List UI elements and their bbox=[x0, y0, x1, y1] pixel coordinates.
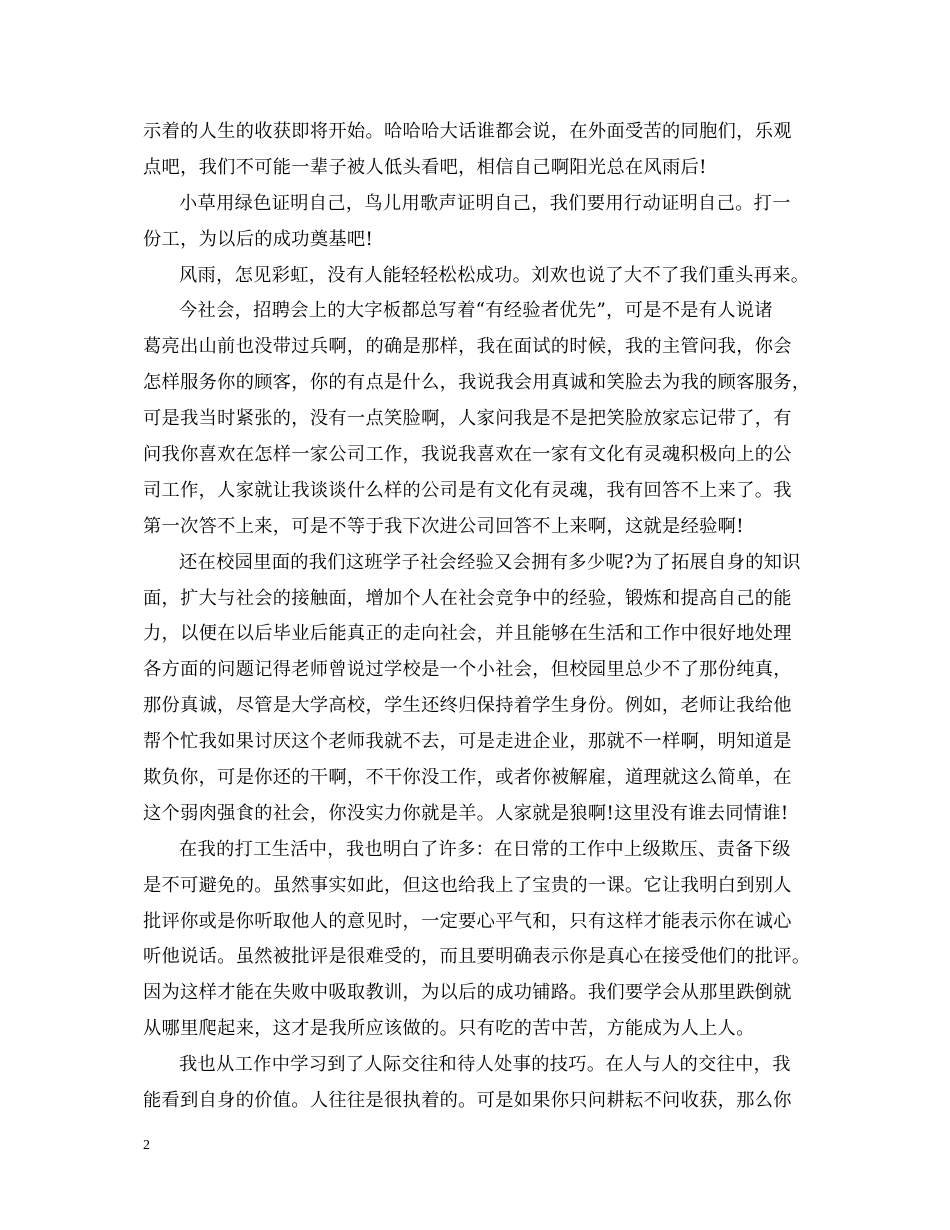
text-line: 因为这样才能在失败中吸取教训，为以后的成功铺路。我们要学会从那里跌倒就 bbox=[143, 982, 792, 1004]
page-number: 2 bbox=[143, 1138, 150, 1153]
text-line: 风雨，怎见彩虹，没有人能轻轻松松成功。刘欢也说了大不了我们重头再来。 bbox=[179, 264, 810, 286]
text-line: 力，以便在以后毕业后能真正的走向社会，并且能够在生活和工作中很好地处理 bbox=[143, 623, 792, 645]
text-line: 那份真诚，尽管是大学高校，学生还终归保持着学生身份。例如，老师让我给他 bbox=[143, 695, 792, 717]
text-line: 我也从工作中学习到了人际交往和待人处事的技巧。在人与人的交往中，我 bbox=[179, 1054, 791, 1076]
text-line: 点吧，我们不可能一辈子被人低头看吧，相信自己啊阳光总在风雨后! bbox=[143, 156, 707, 178]
text-line: 问我你喜欢在怎样一家公司工作，我说我喜欢在一家有文化有灵魂积极向上的公 bbox=[143, 444, 792, 466]
text-line: 示着的人生的收获即将开始。哈哈哈大话谁都会说，在外面受苦的同胞们，乐观 bbox=[143, 121, 792, 142]
text-line: 帮个忙我如果讨厌这个老师我就不去，可是走进企业，那就不一样啊，明知道是 bbox=[143, 731, 792, 753]
text-line: 在我的打工生活中，我也明白了许多：在日常的工作中上级欺压、责备下级 bbox=[179, 838, 791, 860]
text-line: 能看到自身的价值。人往往是很执着的。可是如果你只问耕耘不问收获，那么你 bbox=[143, 1090, 792, 1112]
text-line: 各方面的问题记得老师曾说过学校是一个小社会，但校园里总少不了那份纯真， bbox=[143, 659, 792, 681]
text-line: 批评你或是你听取他人的意见时，一定要心平气和，只有这样才能表示你在诚心 bbox=[143, 910, 792, 932]
text-line: 葛亮出山前也没带过兵啊，的确是那样，我在面试的时候，我的主管问我，你会 bbox=[143, 336, 792, 358]
text-line: 这个弱肉强食的社会，你没实力你就是羊。人家就是狼啊!这里没有谁去同情谁! bbox=[143, 802, 789, 824]
text-line: 欺负你，可是你还的干啊，不干你没工作，或者你被解雇，道理就这么简单，在 bbox=[143, 767, 792, 789]
text-line: 今社会，招聘会上的大字板都总写着“有经验者优先”，可是不是有人说诸 bbox=[179, 300, 773, 322]
text-line: 是不可避免的。虽然事实如此，但这也给我上了宝贵的一课。它让我明白到别人 bbox=[143, 874, 792, 896]
document-body bbox=[143, 114, 823, 1119]
text-line: 从哪里爬起来，这才是我所应该做的。只有吃的苦中苦，方能成为人上人。 bbox=[143, 1018, 755, 1040]
text-line: 小草用绿色证明自己，鸟儿用歌声证明自己，我们要用行动证明自己。打一 bbox=[179, 192, 791, 214]
text-line: 面，扩大与社会的接触面，增加个人在社会竞争中的经验，锻炼和提高自己的能 bbox=[143, 587, 792, 609]
text-line: 听他说话。虽然被批评是很难受的，而且要明确表示你是真心在接受他们的批评。 bbox=[143, 946, 811, 968]
text-line: 司工作，人家就让我谈谈什么样的公司是有文化有灵魂，我有回答不上来了。我 bbox=[143, 479, 792, 501]
text-line: 份工，为以后的成功奠基吧! bbox=[143, 228, 374, 250]
text-line: 可是我当时紧张的，没有一点笑脸啊，人家问我是不是把笑脸放家忘记带了，有 bbox=[143, 408, 792, 430]
text-line: 第一次答不上来，可是不等于我下次进公司回答不上来啊，这就是经验啊! bbox=[143, 515, 744, 537]
text-line: 怎样服务你的顾客，你的有点是什么，我说我会用真诚和笑脸去为我的顾客服务， bbox=[143, 372, 811, 394]
text-line: 还在校园里面的我们这班学子社会经验又会拥有多少呢?为了拓展自身的知识 bbox=[179, 551, 801, 573]
